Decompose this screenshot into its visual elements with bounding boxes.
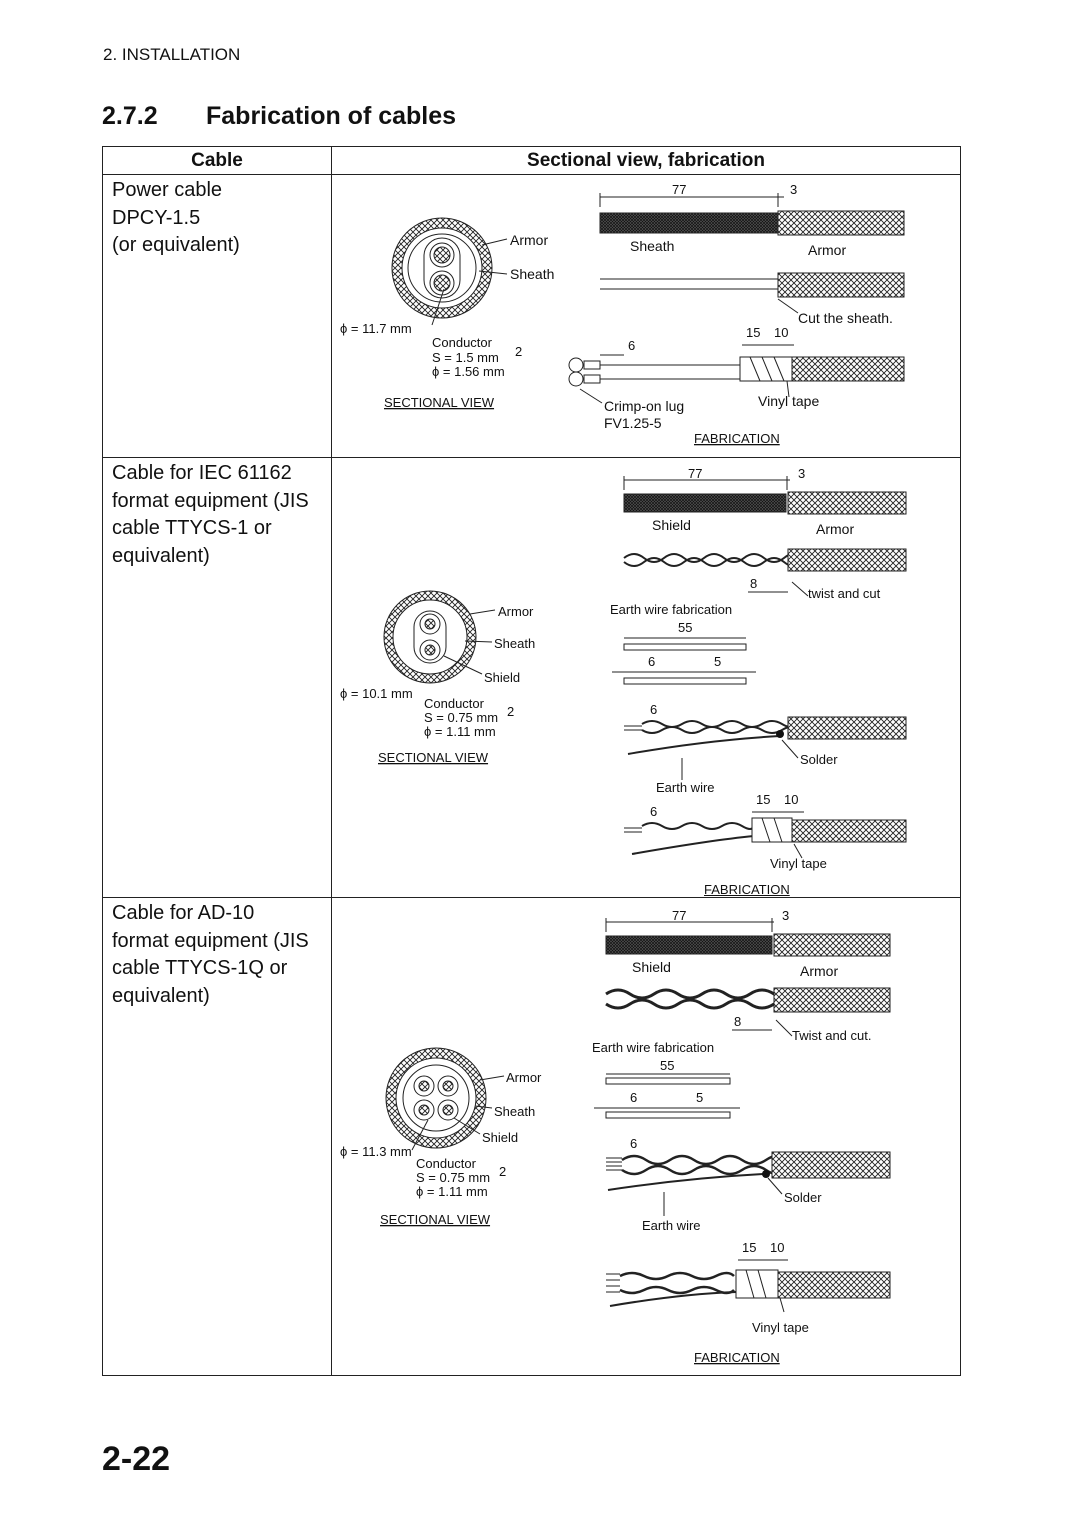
heading-number: 2.7.2 — [102, 102, 158, 130]
label-sheath: Sheath — [630, 238, 675, 254]
label-armor: Armor — [510, 232, 549, 248]
dim-77: 77 — [672, 908, 687, 923]
table-row — [103, 458, 961, 898]
ad10-cable-figure — [332, 898, 960, 1374]
sectional-view-caption: SECTIONAL VIEW — [384, 395, 495, 410]
page-number: 2-22 — [102, 1440, 171, 1478]
header-cable: Cable — [103, 147, 332, 175]
heading-title: Fabrication of cables — [206, 102, 457, 130]
label-twist-cut: Twist and cut. — [792, 1028, 872, 1043]
label-armor: Armor — [498, 604, 534, 619]
label-conductor-d: ϕ = 1.11 mm — [424, 724, 496, 739]
dim-6b: 6 — [630, 1136, 638, 1151]
label-vinyl-tape: Vinyl tape — [770, 856, 827, 871]
label-diameter: ϕ = 11.3 mm — [340, 1144, 412, 1159]
sectional-view-iec — [340, 591, 535, 765]
fabrication-iec — [610, 466, 906, 896]
dim-6b: 6 — [650, 702, 658, 717]
table-header-row — [103, 147, 961, 175]
dim-6: 6 — [628, 338, 636, 353]
header-sectional: Sectional view, fabrication — [332, 147, 961, 175]
label-conductor-s: S = 0.75 mm — [424, 710, 499, 725]
figure-cell — [332, 458, 961, 898]
cable-line: Cable for IEC 61162 — [112, 462, 292, 484]
dim-5: 5 — [696, 1090, 704, 1105]
label-lug-model: FV1.25-5 — [604, 415, 662, 431]
dim-15: 15 — [746, 325, 761, 340]
dim-15: 15 — [742, 1240, 757, 1255]
label-armor: Armor — [506, 1070, 542, 1085]
dim-5: 5 — [714, 654, 722, 669]
dim-10: 10 — [770, 1240, 785, 1255]
dim-8: 8 — [750, 576, 758, 591]
fabrication-power — [569, 182, 904, 446]
cable-line: equivalent) — [112, 984, 210, 1007]
cable-line: cable TTYCS-1Q or — [112, 957, 288, 979]
cable-line: cable TTYCS-1 or — [112, 517, 272, 539]
label-conductor: Conductor — [424, 696, 484, 711]
label-conductor: Conductor — [432, 335, 492, 350]
sectional-view-ad10 — [340, 1048, 542, 1227]
sectional-view-caption: SECTIONAL VIEW — [378, 750, 489, 765]
fabrication-caption: FABRICATION — [694, 1350, 780, 1365]
label-earth-wire-fabrication: Earth wire fabrication — [610, 602, 733, 617]
label-armor: Armor — [808, 242, 847, 258]
dim-6a: 6 — [648, 654, 656, 669]
dim-55: 55 — [678, 620, 693, 635]
label-cut-sheath: Cut the sheath. — [798, 310, 893, 326]
label-conductor: Conductor — [416, 1156, 476, 1171]
label-shield: Shield — [482, 1130, 519, 1145]
cable-line: format equipment (JIS — [112, 489, 309, 512]
label-diameter: ϕ = 10.1 mm — [340, 686, 413, 701]
fabrication-ad10 — [592, 908, 890, 1365]
dim-8: 8 — [734, 1014, 742, 1029]
section-header: 2. INSTALLATION — [103, 45, 241, 64]
label-sheath: Sheath — [510, 266, 555, 282]
cable-fabrication-table — [102, 146, 961, 1376]
dim-10: 10 — [784, 792, 799, 807]
label-conductor-s-sup: 2 — [499, 1164, 507, 1179]
label-vinyl-tape: Vinyl tape — [752, 1320, 809, 1335]
table-row — [103, 898, 961, 1376]
cable-line: DPCY-1.5 — [112, 206, 201, 229]
dim-3: 3 — [798, 466, 806, 481]
cable-cell — [103, 898, 332, 1376]
label-conductor-s: S = 1.5 mm — [432, 350, 499, 365]
cable-line: (or equivalent) — [112, 234, 240, 256]
label-conductor-s-sup: 2 — [515, 344, 523, 359]
fabrication-caption: FABRICATION — [694, 431, 780, 446]
label-earth-wire: Earth wire — [656, 780, 715, 795]
label-solder: Solder — [800, 752, 838, 767]
label-sheath: Sheath — [494, 1104, 536, 1119]
dim-6c: 6 — [650, 804, 658, 819]
label-earth-wire: Earth wire — [642, 1218, 701, 1233]
label-shield: Shield — [632, 959, 671, 975]
dim-10: 10 — [774, 325, 789, 340]
label-armor: Armor — [816, 521, 855, 537]
label-conductor-d: ϕ = 1.56 mm — [432, 364, 505, 379]
figure-cell — [332, 175, 961, 458]
sectional-view-caption: SECTIONAL VIEW — [380, 1212, 491, 1227]
dim-77: 77 — [672, 182, 687, 197]
table-row — [103, 175, 961, 458]
iec-cable-figure — [332, 458, 960, 896]
label-armor: Armor — [800, 963, 839, 979]
label-vinyl-tape: Vinyl tape — [758, 393, 820, 409]
label-earth-wire-fabrication: Earth wire fabrication — [592, 1040, 715, 1055]
cable-cell — [103, 175, 332, 458]
dim-77: 77 — [688, 466, 703, 481]
dim-3: 3 — [782, 908, 790, 923]
cable-line: Power cable — [112, 179, 223, 201]
cable-line: Cable for AD-10 — [112, 902, 255, 924]
cable-line: equivalent) — [112, 544, 210, 567]
label-diameter: ϕ = 11.7 mm — [340, 321, 412, 336]
label-sheath: Sheath — [494, 636, 536, 651]
label-conductor-s-sup: 2 — [507, 704, 515, 719]
sectional-view-power — [340, 218, 554, 410]
label-solder: Solder — [784, 1190, 822, 1205]
label-shield: Shield — [484, 670, 521, 685]
label-crimp-lug: Crimp-on lug — [604, 398, 685, 414]
dim-3: 3 — [790, 182, 798, 197]
cable-line: format equipment (JIS — [112, 929, 309, 952]
label-conductor-d: ϕ = 1.11 mm — [416, 1184, 488, 1199]
dim-15: 15 — [756, 792, 771, 807]
dim-55: 55 — [660, 1058, 675, 1073]
dim-6a: 6 — [630, 1090, 638, 1105]
cable-cell — [103, 458, 332, 898]
label-shield: Shield — [652, 517, 691, 533]
figure-cell — [332, 898, 961, 1376]
section-heading — [102, 102, 456, 131]
label-twist-cut: twist and cut — [808, 586, 881, 601]
label-conductor-s: S = 0.75 mm — [416, 1170, 491, 1185]
power-cable-figure — [332, 175, 960, 457]
fabrication-caption: FABRICATION — [704, 882, 790, 896]
